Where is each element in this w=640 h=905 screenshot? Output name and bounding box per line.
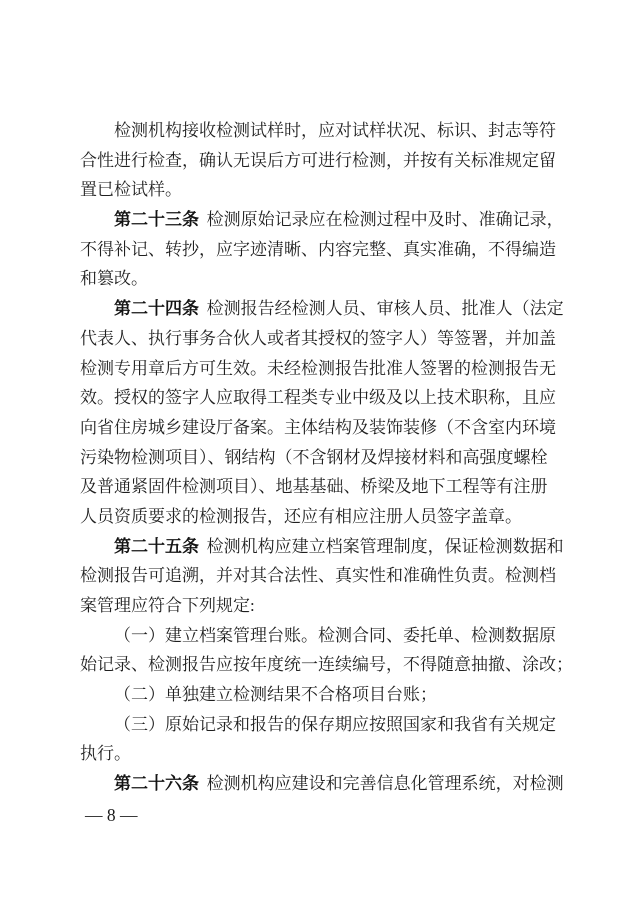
text-line: 及普通紧固件检测项目）、地基基础、桥梁及地下工程等有注册 [80, 477, 548, 497]
text-line: 向省住房城乡建设厅备案。主体结构及装饰装修（不含室内环境 [80, 417, 556, 437]
text-line: 执行。 [80, 744, 131, 764]
article-text: 检测原始记录应在检测过程中及时、准确记录， [206, 210, 564, 230]
text-line: 案管理应符合下列规定: [80, 596, 255, 615]
text-line: 始记录、检测报告应按年度统一连续编号，不得随意抽撤、涂改； [80, 655, 573, 675]
article-text: 检测机构应建立档案管理制度，保证检测数据和 [206, 536, 564, 556]
text-line: 检测机构接收检测试样时，应对试样状况、标识、封志等符 [114, 121, 556, 140]
text-line [80, 532, 564, 562]
paragraph-article-26 [80, 769, 564, 799]
text-line: 检测专用章后方可生效。未经检测报告批准人签署的检测报告无 [80, 358, 556, 378]
page-text-block [80, 116, 573, 831]
article-text: 检测报告经检测人员、审核人员、批准人（法定 [206, 299, 564, 319]
article-number: 第二十五条 [114, 536, 199, 556]
article-number: 第二十三条 [114, 210, 199, 230]
list-item-2 [80, 680, 558, 710]
text-line: 检测报告可追溯，并对其合法性、真实性和准确性负责。检测档 [80, 566, 556, 586]
article-text: 检测机构应建设和完善信息化管理系统，对检测 [206, 774, 564, 794]
list-item-3 [80, 710, 558, 769]
text-line: 人员资质要求的检测报告，还应有相应注册人员签字盖章。 [80, 506, 522, 526]
paragraph-article-25 [80, 532, 564, 621]
text-line: 效。授权的签字人应取得工程类专业中级及以上技术职称，且应 [80, 388, 556, 408]
paragraph-article-23 [80, 205, 564, 294]
paragraph [80, 116, 558, 205]
text-line: 和篡改。 [80, 269, 148, 289]
text-line: （一）建立档案管理台账。检测合同、委托单、检测数据原 [114, 625, 556, 645]
article-number: 第二十六条 [114, 774, 199, 794]
text-line: （三）原始记录和报告的保存期应按照国家和我省有关规定 [114, 714, 556, 734]
text-line: 合性进行检查，确认无误后方可进行检测，并按有关标准规定留 [80, 150, 556, 170]
paragraph-article-24 [80, 294, 564, 532]
text-line: 代表人、执行事务合伙人或者其授权的签字人）等签署，并加盖 [80, 328, 556, 348]
page-number: — 8 — [85, 804, 138, 825]
text-line [80, 294, 564, 324]
text-line: 置已检试样。 [80, 180, 182, 200]
text-line [80, 205, 564, 235]
text-line: 不得补记、转抄，应字迹清晰、内容完整、真实准确，不得编造 [80, 239, 556, 259]
text-line: （二）单独建立检测结果不合格项目台账； [114, 685, 437, 705]
text-line: 污染物检测项目）、钢结构（不含钢材及焊接材料和高强度螺栓 [80, 447, 548, 467]
text-line [80, 769, 564, 799]
article-number: 第二十四条 [114, 299, 199, 319]
list-item-1 [80, 621, 573, 680]
